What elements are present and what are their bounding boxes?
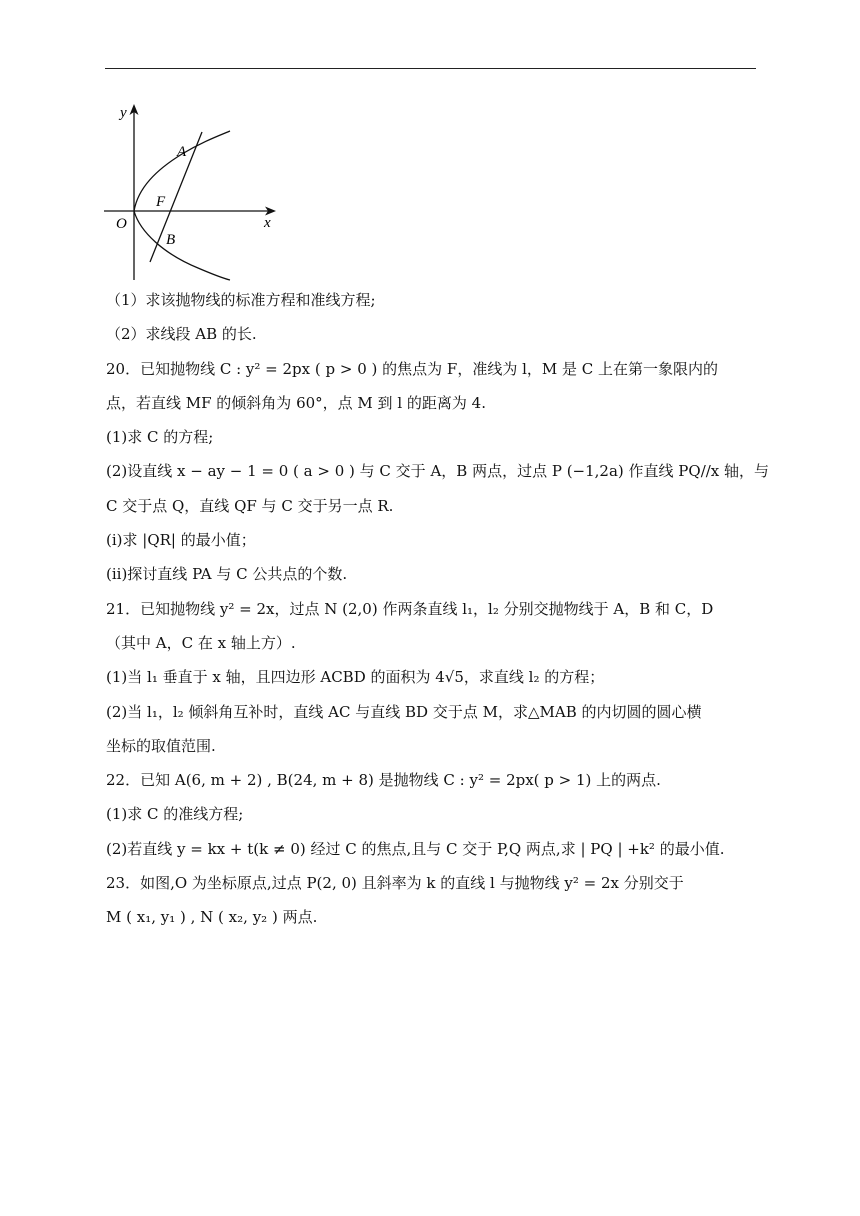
header-rule [105, 68, 756, 69]
text-line: (i)求 |QR| 的最小值； [106, 531, 256, 550]
text-line: （1）求该抛物线的标准方程和准线方程; [106, 291, 376, 309]
text-line: 23．如图,O 为坐标原点,过点 P(2, 0) 且斜率为 k 的直线 l 与抛物线 y² = 2x 分别交于 [106, 874, 684, 893]
text-line: （2）求线段 AB 的长. [106, 325, 257, 344]
label-origin: O [116, 216, 127, 232]
text-line: 21．已知抛物线 y² = 2x，过点 N (2,0) 作两条直线 l₁，l₂ 分别交抛物线于 A，B 和 C，D [106, 599, 714, 618]
text-line: (2)设直线 x − ay − 1 = 0 ( a > 0 ) 与 C 交于 A，B 两点，过点 P (−1,2a) 作直线 PQ//x 轴，与 [106, 462, 770, 481]
text-line: (1)求 C 的准线方程; [106, 805, 244, 824]
label-a: A [177, 144, 187, 160]
label-b: B [166, 232, 176, 248]
text-line: (1)当 l₁ 垂直于 x 轴，且四边形 ACBD 的面积为 4√5，求直线 l₂ 的方程； [106, 668, 605, 687]
text-line: 点，若直线 MF 的倾斜角为 60°，点 M 到 l 的距离为 4. [106, 393, 486, 412]
text-line: M ( x₁, y₁ ) , N ( x₂, y₂ ) 两点. [106, 908, 318, 927]
parabola-figure [104, 100, 280, 286]
label-y: y [120, 105, 127, 121]
label-f: F [156, 194, 166, 210]
text-line: （其中 A，C 在 x 轴上方）. [106, 633, 296, 652]
parabola-curve [134, 131, 230, 211]
parabola-curve-lower [134, 211, 230, 280]
problem-text [106, 290, 770, 942]
label-x: x [264, 215, 271, 231]
text-line: 坐标的取值范围. [106, 736, 216, 755]
text-line: (2)当 l₁，l₂ 倾斜角互补时，直线 AC 与直线 BD 交于点 M，求△MAB 的内切圆的圆心横 [106, 702, 702, 721]
text-line: (ii)探讨直线 PA 与 C 公共点的个数. [106, 565, 348, 584]
text-line: (2)若直线 y = kx + t(k ≠ 0) 经过 C 的焦点,且与 C 交于 P,Q 两点,求 | PQ | +k² 的最小值. [106, 839, 725, 858]
text-line: 22．已知 A(6, m + 2) , B(24, m + 8) 是抛物线 C : y² = 2px( p > 1) 上的两点. [106, 771, 661, 790]
text-line: (1)求 C 的方程; [106, 428, 214, 447]
text-line: C 交于点 Q，直线 QF 与 C 交于另一点 R. [106, 496, 394, 515]
text-line: 20．已知抛物线 C : y² = 2px ( p > 0 ) 的焦点为 F，准线为 l，M 是 C 上在第一象限内的 [106, 359, 719, 378]
